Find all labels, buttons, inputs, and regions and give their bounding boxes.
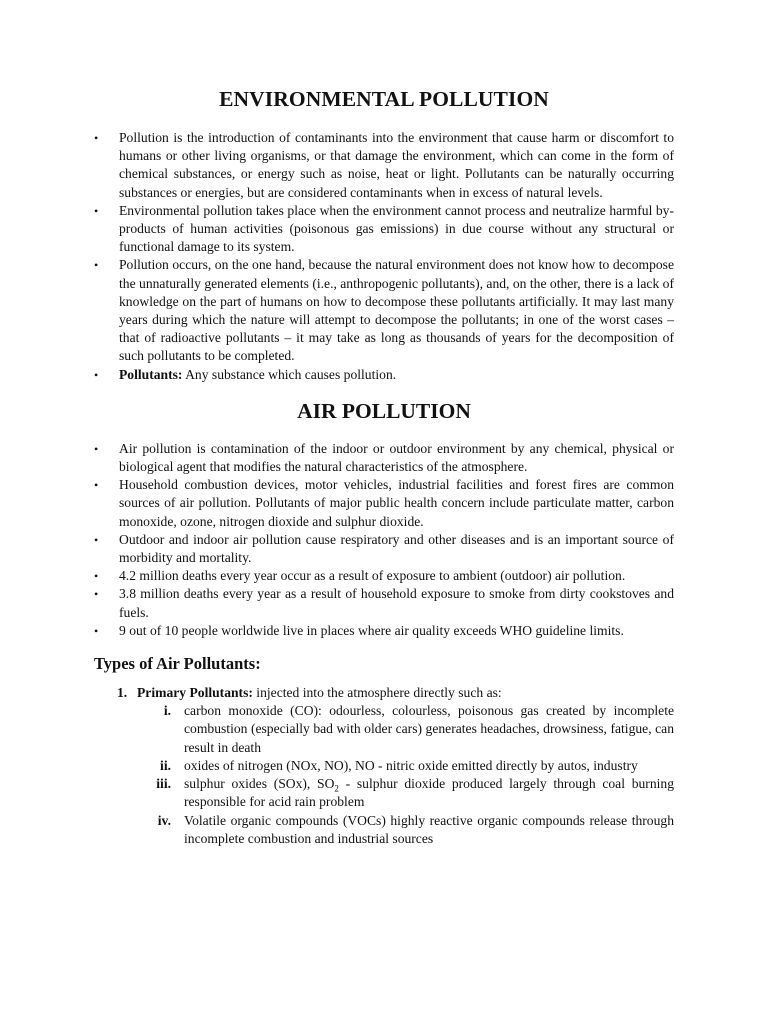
list-item: • Environmental pollution takes place when the environment cannot process and neutralize harmful by-products of human activities (poisonous gas emissions) in due course without any structural or functional damage to its system.: [94, 202, 674, 255]
list-item: • 3.8 million deaths every year as a result of household exposure to smoke from dirty cookstoves and fuels.: [94, 586, 674, 620]
primary-text: injected into the atmosphere directly such as:: [252, 685, 502, 701]
list-item: • 9 out of 10 people worldwide live in places where air quality exceeds WHO guideline limits.: [94, 622, 674, 640]
environmental-pollution-list: [94, 129, 674, 384]
sublist-item: ii. oxides of nitrogen (NOx, NO), NO - nitric oxide emitted directly by autos, industry: [127, 757, 674, 775]
bullet-icon: •: [94, 587, 99, 602]
bullet-icon: •: [94, 478, 99, 493]
bullet-icon: •: [94, 441, 99, 456]
sublist-item: iv. Volatile organic compounds (VOCs) highly reactive organic compounds release through incomplete combustion and industrial sources: [127, 812, 674, 848]
bullet-icon: •: [94, 131, 99, 145]
bullet-icon: •: [94, 623, 99, 638]
definition-text: Any substance which causes pollution.: [182, 366, 397, 382]
page-title: ENVIRONMENTAL POLLUTION: [219, 87, 549, 111]
definition-term: Pollutants:: [119, 366, 183, 382]
list-item: • Outdoor and indoor air pollution cause respiratory and other diseases and is an important source of morbidity and mortality.: [94, 531, 674, 566]
list-item: • Air pollution is contamination of the indoor or outdoor environment by any chemical, physical or biological agent that modifies the natural characteristics of the atmosphere.: [94, 440, 674, 475]
section-title-air-pollution: AIR POLLUTION: [297, 398, 471, 423]
subscript: 2: [334, 783, 339, 794]
pollutant-types-list: [94, 684, 674, 848]
list-item: • Pollution occurs, on the one hand, because the natural environment does not know how to decompose the unnaturally generated elements (i.e., anthropogenic pollutants), and, on the other, there is a lack of knowledge on the part of humans on how to decompose these pollutants artificially. It may last many years during which the nature will attempt to decompose the pollutants; in one of the worst cases – that of radioactive pollutants – it may take as long as thousands of years for the decomposition of such pollutants to be completed.: [94, 257, 674, 364]
list-number: 1.: [117, 685, 128, 701]
bullet-icon: •: [94, 532, 99, 547]
list-item: • 4.2 million deaths every year occur as a result of exposure to ambient (outdoor) air pollution.: [94, 567, 674, 585]
sublist-item: i. carbon monoxide (CO): odourless, colourless, poisonous gas created by incomplete combustion (especially bad with older cars) generates headaches, drowsiness, fatigue, can result in death: [127, 702, 674, 757]
roman-numeral: iii.: [156, 776, 171, 792]
roman-numeral: ii.: [160, 757, 171, 773]
primary-pollutants-sublist: [117, 702, 674, 848]
list-item-primary-pollutants: [117, 684, 674, 848]
air-pollution-list: [94, 440, 674, 640]
bullet-icon: •: [94, 203, 99, 218]
sublist-item: iii. sulphur oxides (SOx), $SO_2$ - sulphur dioxide produced largely through coal burning responsible for acid rain problem: [127, 775, 674, 811]
roman-numeral: i.: [163, 703, 171, 719]
bullet-icon: •: [94, 258, 99, 273]
subsection-heading-types: Types of Air Pollutants:: [94, 654, 261, 674]
roman-numeral: iv.: [157, 812, 171, 828]
bullet-icon: •: [94, 367, 99, 382]
primary-term: Primary Pollutants:: [137, 685, 253, 701]
list-item: • Pollution is the introduction of contaminants into the environment that cause harm or discomfort to humans or other living organisms, or that damage the environment, which can come in the form of chemical substances, or energy such as noise, heat or light. Pollutants can be naturally occurring substances or energies, but are considered contaminants when in excess of natural levels.: [94, 130, 674, 200]
list-item-pollutants-definition: [94, 366, 674, 384]
list-item: • Household combustion devices, motor vehicles, industrial facilities and forest fires are common sources of air pollution. Pollutants of major public health concern include particulate matter, carbon monoxide, ozone, nitrogen dioxide and sulphur dioxide.: [94, 477, 674, 529]
bullet-icon: •: [94, 569, 99, 584]
